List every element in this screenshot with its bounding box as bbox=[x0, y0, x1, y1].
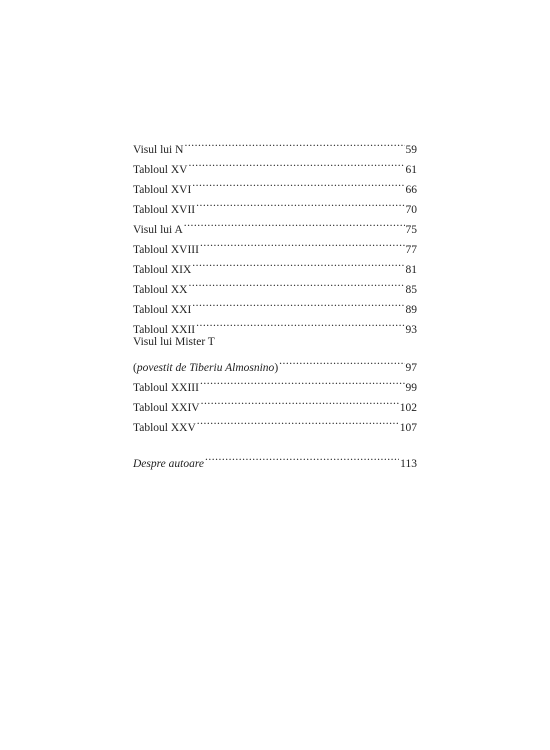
toc-leader-dots bbox=[197, 411, 399, 431]
toc-entry-title: Tabloul XXIII bbox=[133, 382, 199, 394]
toc-leader-dots bbox=[279, 351, 404, 371]
toc-leader-dots bbox=[188, 273, 404, 293]
toc-entry-title: Tabloul XXV bbox=[133, 422, 196, 434]
toc-entry-title: Tabloul XIX bbox=[133, 264, 192, 276]
toc-entry-second-line bbox=[133, 351, 417, 374]
toc-entry-title: Visul lui N bbox=[133, 144, 184, 156]
toc-entry-title: Visul lui Mister T bbox=[133, 336, 215, 348]
toc-entry-title: Tabloul XVII bbox=[133, 204, 196, 216]
toc-leader-dots bbox=[196, 313, 404, 333]
toc-leader-dots bbox=[200, 371, 405, 391]
toc-leader-dots bbox=[184, 133, 404, 153]
toc-entry-title: Tabloul XXIV bbox=[133, 402, 200, 414]
toc-entry-page: 89 bbox=[405, 304, 417, 316]
toc-entry-page: 77 bbox=[405, 244, 417, 256]
toc-entry-title: Tabloul XVI bbox=[133, 184, 192, 196]
toc-entry-title: Visul lui A bbox=[133, 224, 183, 236]
toc-entry-page: 70 bbox=[405, 204, 417, 216]
toc-entry-page: 97 bbox=[405, 362, 417, 374]
toc-entry-title: Tabloul XXII bbox=[133, 324, 196, 336]
toc-entry-title: Tabloul XV bbox=[133, 164, 188, 176]
toc-entry-about-author[interactable] bbox=[133, 447, 417, 470]
paren-open: ( bbox=[133, 362, 137, 374]
toc-entry-page: 102 bbox=[399, 402, 417, 414]
toc-leader-dots bbox=[192, 293, 404, 313]
toc-entry-page: 81 bbox=[405, 264, 417, 276]
toc-leader-dots bbox=[184, 213, 405, 233]
paren-close: ) bbox=[274, 362, 279, 374]
toc-entry-page: 61 bbox=[405, 164, 417, 176]
narrator-credit: povestit de Tiberiu Almosnino bbox=[136, 362, 275, 374]
toc-leader-dots bbox=[205, 447, 399, 467]
toc-entry-title: Tabloul XVIII bbox=[133, 244, 199, 256]
toc-leader-dots bbox=[188, 153, 404, 173]
toc-leader-dots bbox=[192, 173, 404, 193]
toc-entry-page: 75 bbox=[405, 224, 417, 236]
toc-leader-dots bbox=[196, 193, 404, 213]
toc-entry-page: 99 bbox=[405, 382, 417, 394]
toc-entry[interactable] bbox=[133, 133, 417, 156]
toc-entry-page: 66 bbox=[405, 184, 417, 196]
table-of-contents bbox=[133, 133, 417, 470]
toc-entry-page: 85 bbox=[405, 284, 417, 296]
toc-leader-dots bbox=[192, 253, 404, 273]
toc-entry-multiline[interactable] bbox=[133, 333, 417, 374]
toc-entry-page: 59 bbox=[405, 144, 417, 156]
toc-leader-dots bbox=[201, 391, 399, 411]
toc-leader-dots bbox=[200, 233, 405, 253]
toc-entry-page: 107 bbox=[399, 422, 417, 434]
toc-entry-page: 93 bbox=[405, 324, 417, 336]
toc-entry-title: Despre autoare bbox=[133, 458, 205, 470]
toc-entry-title: Tabloul XX bbox=[133, 284, 188, 296]
toc-entry-page: 113 bbox=[400, 458, 417, 470]
toc-entry-title: Tabloul XXI bbox=[133, 304, 192, 316]
